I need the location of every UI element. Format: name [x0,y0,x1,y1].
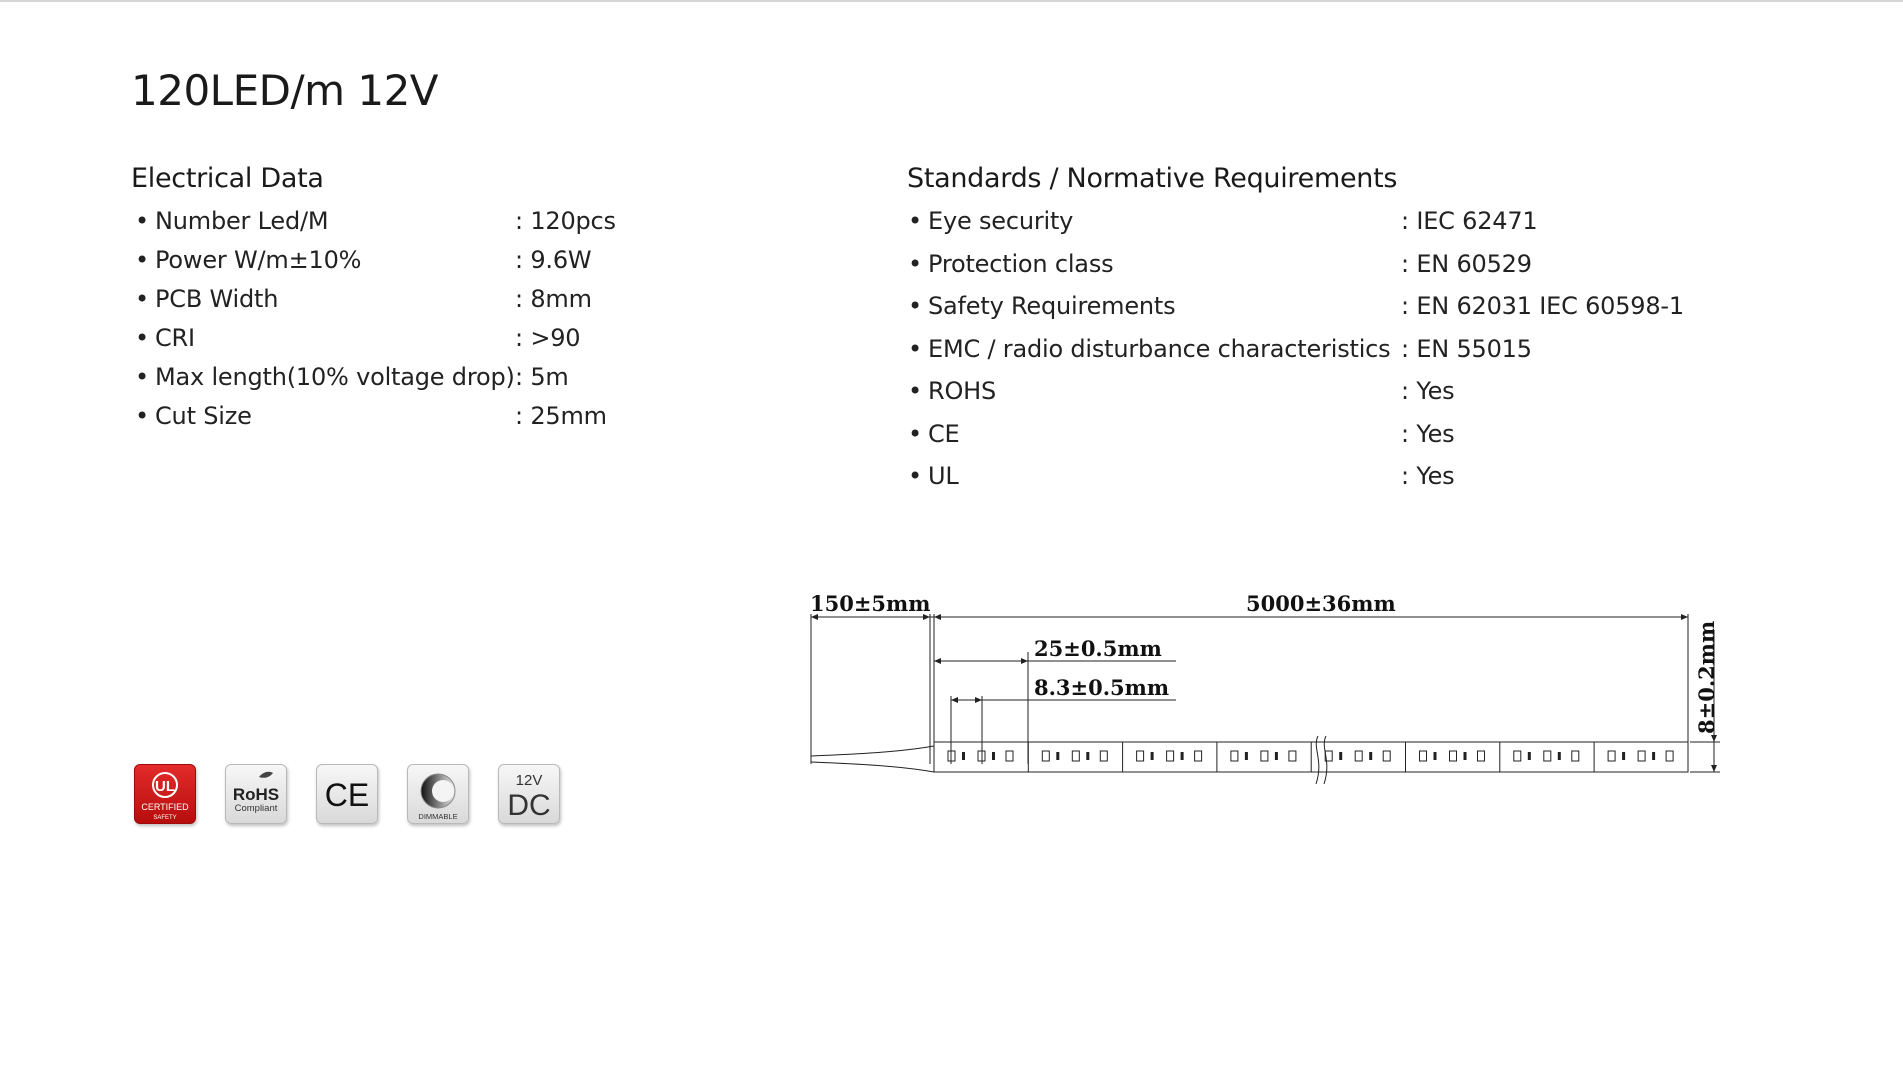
standard-spec-label: Protection class [928,249,1114,278]
standard-spec-value: : Yes [1401,377,1455,405]
standard-spec-label: EMC / radio disturbance characteristics [928,334,1391,363]
lead-wire-top [811,746,934,756]
led-chip [1072,751,1079,761]
page-title: 120LED/m 12V [131,66,439,115]
rohs-logo-icon [226,765,286,823]
dimmable-label: DIMMABLE [418,812,458,821]
resistor-chip [1245,752,1248,760]
led-chip [1195,751,1202,761]
dc-12v-badge [498,764,560,824]
dc-mark: DC [507,789,551,822]
ul-mark: UL [155,778,175,795]
standard-spec-label: Eye security [928,207,1074,235]
resistor-chip [1056,752,1059,760]
resistor-chip [1622,752,1625,760]
dimmable-icon [408,765,468,823]
standards-heading: Standards / Normative Requirements [907,163,1398,194]
resistor-chip [1528,752,1531,760]
break-mark-left [1316,736,1319,784]
electrical-spec-value: : 120pcs [515,207,616,235]
bullet-icon: • [135,363,149,391]
bullet-icon: • [135,324,149,352]
ce-badge [316,764,378,824]
top-rule [0,0,1903,2]
standard-spec-label: ROHS [928,377,997,405]
led-chip [1638,751,1645,761]
resistor-chip [1558,752,1561,760]
ce-mark-icon [317,765,377,823]
ul-safety-text: SAFETY [153,815,177,821]
width-label: 8±0.2mm [1694,620,1719,734]
ul-logo-icon [135,765,195,823]
led-chip [1544,751,1551,761]
resistor-chip [1181,752,1184,760]
led-chip [1514,751,1521,761]
resistor-chip [1434,752,1437,760]
led-chip [1261,751,1268,761]
led-strip-dimension-drawing [800,580,1730,790]
resistor-chip [1464,752,1467,760]
electrical-spec-label: Number Led/M [155,207,329,235]
bullet-icon: • [135,207,149,235]
bullet-icon: • [908,462,922,490]
resistor-chip [1086,752,1089,760]
standard-spec-value: : Yes [1401,419,1455,448]
resistor-chip [1652,752,1655,760]
led-chip [1006,751,1013,761]
electrical-spec-value: : >90 [515,324,581,352]
standard-spec-value: : Yes [1401,462,1455,490]
ce-mark: CE [324,777,370,813]
bullet-icon: • [908,249,922,278]
standard-spec-value: : IEC 62471 [1401,207,1538,235]
led-chip [1572,751,1579,761]
electrical-spec-label: PCB Width [155,285,279,313]
led-chip [1100,751,1107,761]
electrical-data-heading: Electrical Data [131,163,324,194]
bullet-icon: • [908,292,922,320]
led-chip [1167,751,1174,761]
rohs-badge [225,764,287,824]
resistor-chip [962,752,965,760]
standard-spec-value: : EN 62031 IEC 60598-1 [1401,292,1684,320]
led-chip [1450,751,1457,761]
electrical-spec-value: : 5m [515,363,569,391]
led-chip [1289,751,1296,761]
standard-spec-label: CE [928,419,960,448]
resistor-chip [992,752,995,760]
electrical-spec-label: Max length(10% voltage drop) [155,363,515,391]
led-pitch-label: 8.3±0.5mm [1034,675,1170,700]
ul-certified-badge [134,764,196,824]
electrical-spec-label: CRI [155,324,195,352]
strip-length-label: 5000±36mm [1246,591,1396,616]
electrical-spec-value: : 8mm [515,285,592,313]
dc-power-icon [499,765,559,823]
electrical-spec-label: Cut Size [155,402,252,430]
led-chip [1355,751,1362,761]
resistor-chip [1339,752,1342,760]
resistor-chip [1275,752,1278,760]
bullet-icon: • [908,207,922,235]
dc-voltage-text: 12V [515,772,543,789]
lead-wire-bottom [811,762,934,772]
bullet-icon: • [135,402,149,430]
bullet-icon: • [908,419,922,448]
led-chip [1478,751,1485,761]
led-chip [1042,751,1049,761]
led-segment-group [948,742,1673,772]
led-chip [1231,751,1238,761]
led-chip [1383,751,1390,761]
bullet-icon: • [135,246,149,274]
ul-certified-text: CERTIFIED [141,802,189,812]
standard-spec-label: Safety Requirements [928,292,1176,320]
led-chip [1608,751,1615,761]
standard-spec-value: : EN 60529 [1401,249,1532,278]
standard-spec-label: UL [928,462,959,490]
rohs-mark: RoHS [232,785,280,804]
led-chip [1137,751,1144,761]
dimmable-badge [407,764,469,824]
electrical-spec-value: : 9.6W [515,246,592,274]
cut-pitch-label: 25±0.5mm [1034,636,1162,661]
rohs-compliant-text: Compliant [234,803,278,814]
electrical-spec-label: Power W/m±10% [155,246,362,274]
electrical-spec-value: : 25mm [515,402,607,430]
bullet-icon: • [908,334,922,363]
lead-length-label: 150±5mm [810,591,931,616]
bullet-icon: • [135,285,149,313]
resistor-chip [1151,752,1154,760]
led-chip [1420,751,1427,761]
standard-spec-value: : EN 55015 [1401,334,1532,363]
led-chip [1666,751,1673,761]
resistor-chip [1369,752,1372,760]
bullet-icon: • [908,377,922,405]
